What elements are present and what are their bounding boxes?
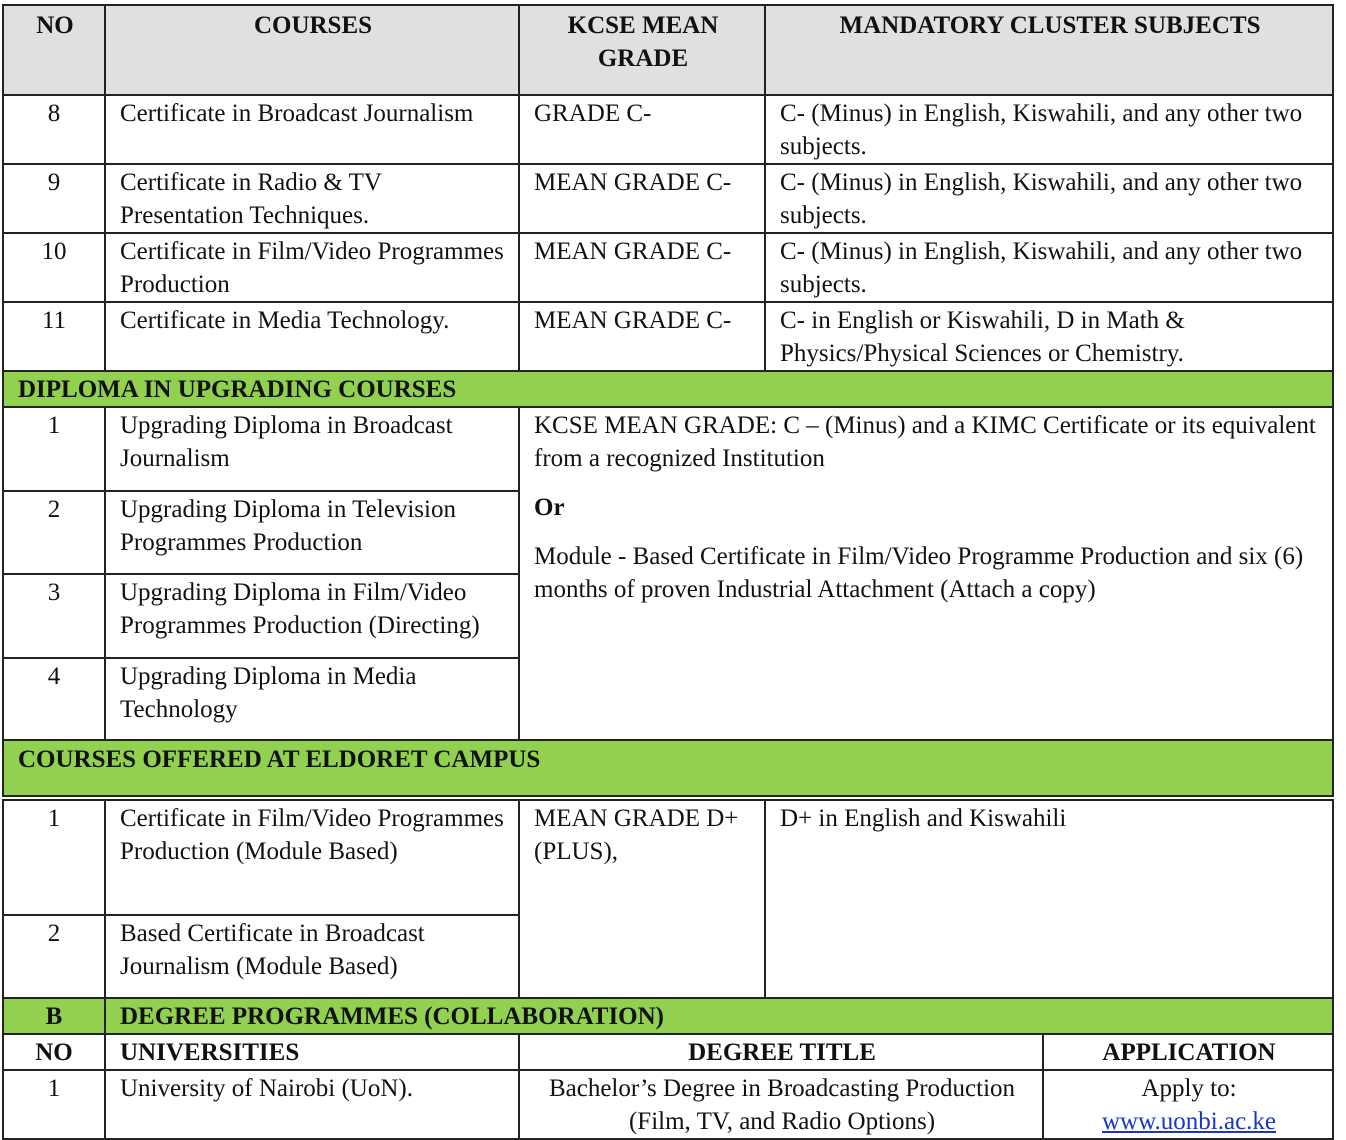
table-row <box>3 1070 1333 1139</box>
diploma-requirement-1: KCSE MEAN GRADE: C – (Minus) and a KIMC Certificate or its equivalent from a recognized Institution <box>534 412 1316 472</box>
row-no: 2 <box>3 915 105 998</box>
diploma-section-title: DIPLOMA IN UPGRADING COURSES <box>3 371 1333 407</box>
application-cell <box>1043 1070 1333 1139</box>
course-name: Certificate in Radio & TV Presentation Techniques. <box>105 164 519 233</box>
table-row <box>3 407 1333 491</box>
subjects-cell: C- (Minus) in English, Kiswahili, and any other two subjects. <box>765 164 1333 233</box>
row-no: 9 <box>3 164 105 233</box>
degree-title: Bachelor’s Degree in Broadcasting Production (Film, TV, and Radio Options) <box>519 1070 1043 1139</box>
row-no: 1 <box>3 1070 105 1139</box>
university-name: University of Nairobi (UoN). <box>105 1070 519 1139</box>
degree-section-letter: B <box>3 998 105 1034</box>
row-no: 8 <box>3 95 105 164</box>
row-no: 2 <box>3 491 105 574</box>
courses-table <box>2 4 1334 1140</box>
header-row <box>3 5 1333 95</box>
course-name: Certificate in Film/Video Programmes Production (Module Based) <box>105 800 519 915</box>
grade-cell: MEAN GRADE C- <box>519 164 765 233</box>
section-row <box>3 998 1333 1034</box>
course-name: Certificate in Broadcast Journalism <box>105 95 519 164</box>
subjects-cell: D+ in English and Kiswahili <box>765 800 1333 998</box>
table-row <box>3 95 1333 164</box>
degree-section-title: DEGREE PROGRAMMES (COLLABORATION) <box>105 998 1333 1034</box>
degree-header-universities: UNIVERSITIES <box>105 1034 519 1070</box>
requirements-document <box>2 4 1334 1140</box>
or-text: Or <box>534 494 565 521</box>
row-no: 10 <box>3 233 105 302</box>
course-name: Upgrading Diploma in Media Technology <box>105 658 519 740</box>
row-no: 4 <box>3 658 105 740</box>
grade-cell: MEAN GRADE C- <box>519 302 765 371</box>
subjects-cell: C- in English or Kiswahili, D in Math & Physics/Physical Sciences or Chemistry. <box>765 302 1333 371</box>
header-no: NO <box>3 5 105 95</box>
table-row <box>3 164 1333 233</box>
header-courses: COURSES <box>105 5 519 95</box>
subjects-cell: C- (Minus) in English, Kiswahili, and any other two subjects. <box>765 233 1333 302</box>
apply-label: Apply to: <box>1141 1075 1237 1102</box>
course-name: Upgrading Diploma in Film/Video Programmes Production (Directing) <box>105 574 519 658</box>
course-name: Based Certificate in Broadcast Journalism (Module Based) <box>105 915 519 998</box>
grade-cell: GRADE C- <box>519 95 765 164</box>
course-name: Certificate in Film/Video Programmes Production <box>105 233 519 302</box>
degree-header-title: DEGREE TITLE <box>519 1034 1043 1070</box>
section-row <box>3 371 1333 407</box>
degree-header-no: NO <box>3 1034 105 1070</box>
degree-header-application: APPLICATION <box>1043 1034 1333 1070</box>
uonbi-link[interactable]: www.uonbi.ac.ke <box>1101 1108 1277 1135</box>
grade-cell: MEAN GRADE D+ (PLUS), <box>519 800 765 998</box>
table-row <box>3 800 1333 915</box>
row-no: 3 <box>3 574 105 658</box>
diploma-requirements <box>519 407 1333 740</box>
diploma-requirement-2: Module - Based Certificate in Film/Video Programme Production and six (6) months of proven Industrial Attachment (Attach a copy) <box>534 543 1304 603</box>
degree-header-row <box>3 1034 1333 1070</box>
subjects-cell: C- (Minus) in English, Kiswahili, and any other two subjects. <box>765 95 1333 164</box>
grade-cell: MEAN GRADE C- <box>519 233 765 302</box>
eldoret-section-title: COURSES OFFERED AT ELDORET CAMPUS <box>3 740 1333 796</box>
table-row <box>3 302 1333 371</box>
course-name: Certificate in Media Technology. <box>105 302 519 371</box>
header-grade: KCSE MEAN GRADE <box>519 5 765 95</box>
header-subjects: MANDATORY CLUSTER SUBJECTS <box>765 5 1333 95</box>
course-name: Upgrading Diploma in Television Programmes Production <box>105 491 519 574</box>
row-no: 1 <box>3 800 105 915</box>
row-no: 11 <box>3 302 105 371</box>
section-row <box>3 740 1333 796</box>
course-name: Upgrading Diploma in Broadcast Journalism <box>105 407 519 491</box>
table-row <box>3 233 1333 302</box>
row-no: 1 <box>3 407 105 491</box>
